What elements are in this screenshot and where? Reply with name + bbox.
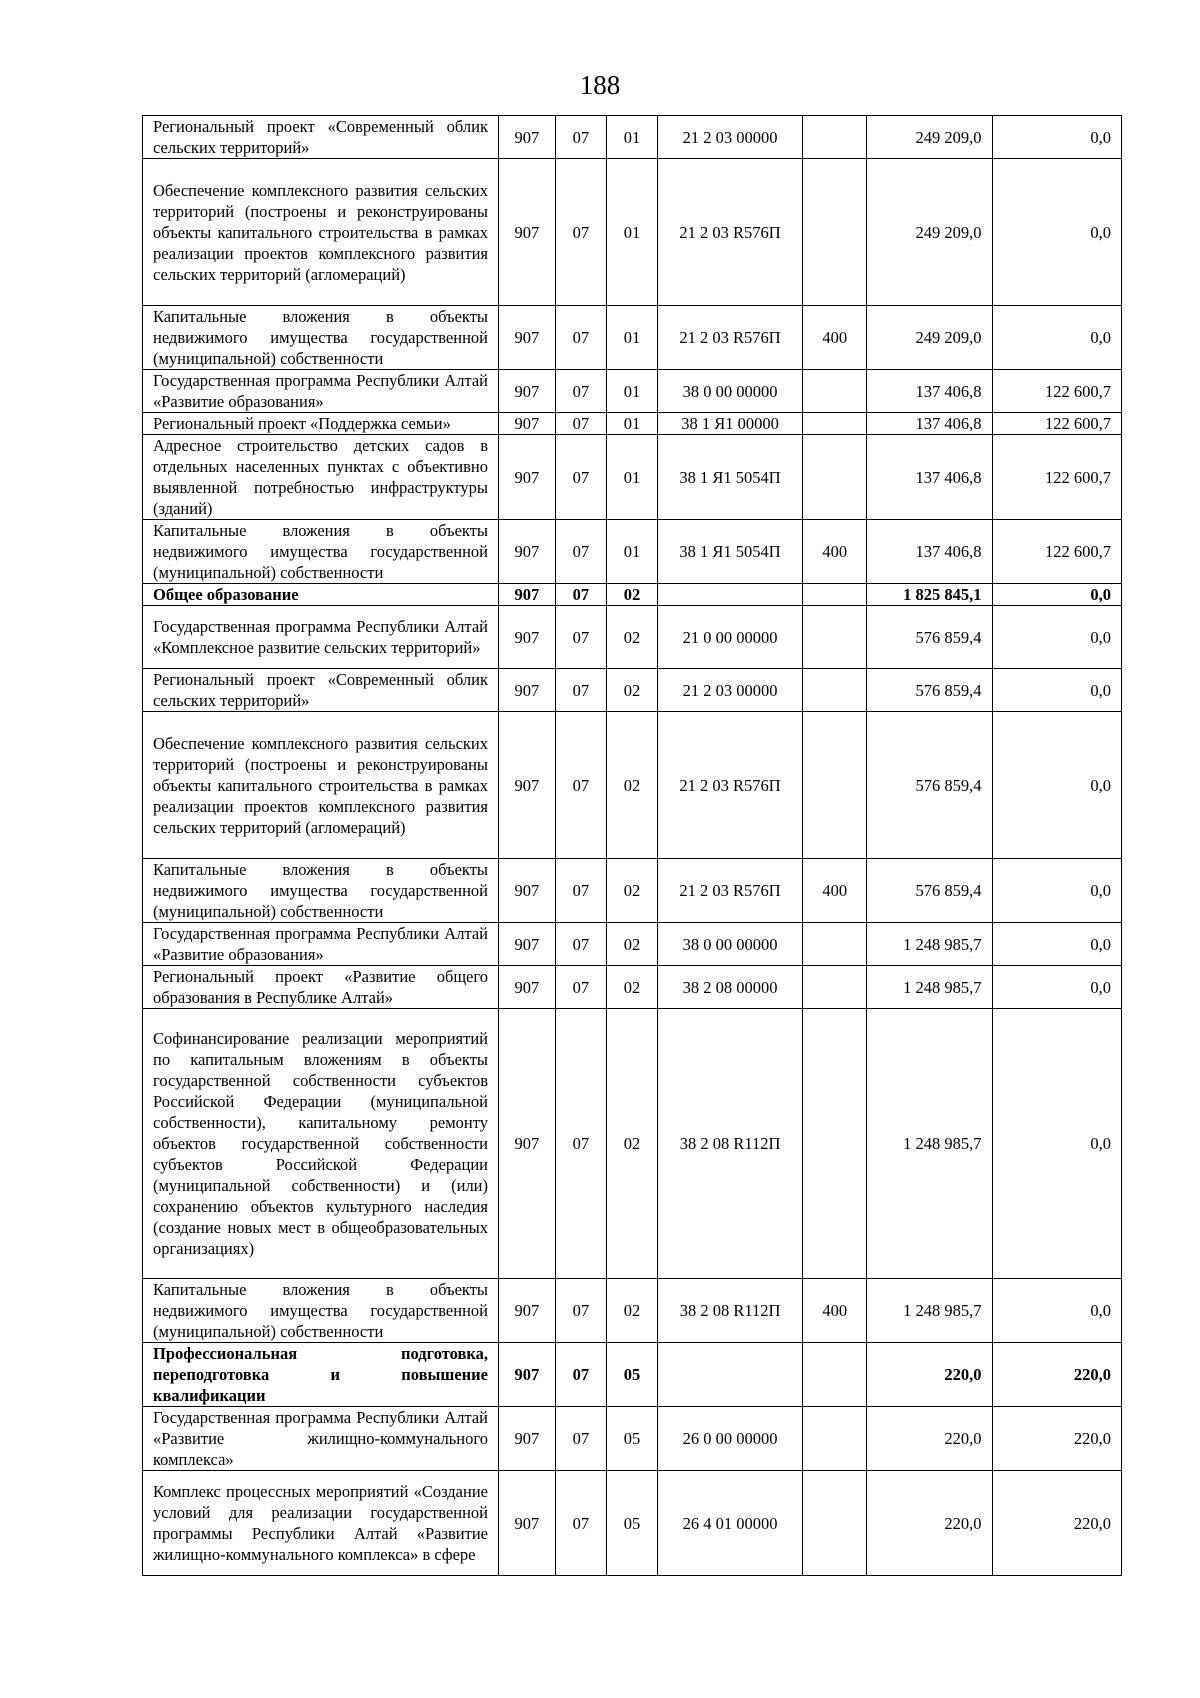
amount-year-2: 0,0: [992, 859, 1122, 923]
row-name: Государственная программа Республики Алтай «Развитие жилищно-коммунального комплекса»: [143, 1407, 499, 1471]
section-code: 07: [555, 712, 607, 859]
amount-year-2: 0,0: [992, 606, 1122, 669]
target-article-code: 21 2 03 R576П: [657, 712, 803, 859]
expense-type-code: [803, 116, 867, 159]
subsection-code: 02: [607, 584, 658, 606]
table-row: [143, 712, 1122, 859]
ministry-code: 907: [499, 606, 556, 669]
ministry-code: 907: [499, 923, 556, 966]
amount-year-2: 0,0: [992, 923, 1122, 966]
ministry-code: 907: [499, 712, 556, 859]
amount-year-1: 137 406,8: [867, 370, 992, 413]
table-row: [143, 413, 1122, 435]
row-name: Государственная программа Республики Алтай «Развитие образования»: [143, 370, 499, 413]
row-name: Капитальные вложения в объекты недвижимого имущества государственной (муниципальной) собственности: [143, 859, 499, 923]
section-code: 07: [555, 159, 607, 306]
amount-year-2: 0,0: [992, 712, 1122, 859]
target-article-code: [657, 1343, 803, 1407]
subsection-code: 02: [607, 1279, 658, 1343]
amount-year-1: 249 209,0: [867, 306, 992, 370]
amount-year-1: 137 406,8: [867, 413, 992, 435]
row-name: Государственная программа Республики Алтай «Комплексное развитие сельских территорий»: [143, 606, 499, 669]
amount-year-2: 0,0: [992, 1279, 1122, 1343]
subsection-code: 02: [607, 923, 658, 966]
ministry-code: 907: [499, 669, 556, 712]
subsection-code: 05: [607, 1343, 658, 1407]
table-row: [143, 435, 1122, 520]
amount-year-1: 137 406,8: [867, 435, 992, 520]
subsection-code: 02: [607, 859, 658, 923]
subsection-code: 01: [607, 370, 658, 413]
expense-type-code: [803, 584, 867, 606]
row-name: Государственная программа Республики Алтай «Развитие образования»: [143, 923, 499, 966]
table-row: [143, 584, 1122, 606]
budget-table: [142, 115, 1122, 1576]
section-code: 07: [555, 923, 607, 966]
amount-year-2: 122 600,7: [992, 520, 1122, 584]
row-name: Региональный проект «Развитие общего образования в Республике Алтай»: [143, 966, 499, 1009]
amount-year-2: 0,0: [992, 669, 1122, 712]
ministry-code: 907: [499, 584, 556, 606]
amount-year-1: 220,0: [867, 1407, 992, 1471]
section-code: 07: [555, 859, 607, 923]
table-row: [143, 1471, 1122, 1576]
target-article-code: 38 1 Я1 00000: [657, 413, 803, 435]
amount-year-1: 1 248 985,7: [867, 966, 992, 1009]
ministry-code: 907: [499, 1279, 556, 1343]
expense-type-code: [803, 712, 867, 859]
section-code: 07: [555, 116, 607, 159]
row-name: Капитальные вложения в объекты недвижимого имущества государственной (муниципальной) собственности: [143, 306, 499, 370]
row-name: Региональный проект «Поддержка семьи»: [143, 413, 499, 435]
subsection-code: 02: [607, 966, 658, 1009]
amount-year-2: 220,0: [992, 1471, 1122, 1576]
row-name: Софинансирование реализации мероприятий по капитальным вложениям в объекты государственной собственности субъектов Российской Федерации (муниципальной собственности), капитальному ремонту объектов государственной собственности субъектов Российской Федерации (муниципальной собственности) и (или) сохранению объектов культурного наследия (создание новых мест в общеобразовательных организациях): [143, 1009, 499, 1279]
row-name: Комплекс процессных мероприятий «Создание условий для реализации государственной программы Республики Алтай «Развитие жилищно-коммунального комплекса» в сфере: [143, 1471, 499, 1576]
target-article-code: 21 2 03 R576П: [657, 859, 803, 923]
section-code: 07: [555, 370, 607, 413]
amount-year-1: 576 859,4: [867, 606, 992, 669]
section-code: 07: [555, 584, 607, 606]
target-article-code: 21 0 00 00000: [657, 606, 803, 669]
expense-type-code: [803, 1009, 867, 1279]
ministry-code: 907: [499, 1471, 556, 1576]
section-code: 07: [555, 1343, 607, 1407]
amount-year-2: 0,0: [992, 1009, 1122, 1279]
subsection-code: 01: [607, 306, 658, 370]
amount-year-1: 249 209,0: [867, 159, 992, 306]
target-article-code: 38 1 Я1 5054П: [657, 435, 803, 520]
target-article-code: 26 4 01 00000: [657, 1471, 803, 1576]
row-name: Региональный проект «Современный облик сельских территорий»: [143, 669, 499, 712]
expense-type-code: [803, 1407, 867, 1471]
row-name: Обеспечение комплексного развития сельских территорий (построены и реконструированы объекты капитального строительства в рамках реализации проектов комплексного развития сельских территорий (агломераций): [143, 712, 499, 859]
table-row: [143, 859, 1122, 923]
ministry-code: 907: [499, 370, 556, 413]
amount-year-1: 1 248 985,7: [867, 1009, 992, 1279]
amount-year-2: 0,0: [992, 584, 1122, 606]
amount-year-1: 1 248 985,7: [867, 923, 992, 966]
subsection-code: 01: [607, 435, 658, 520]
table-row: [143, 306, 1122, 370]
section-code: 07: [555, 1279, 607, 1343]
ministry-code: 907: [499, 859, 556, 923]
section-code: 07: [555, 606, 607, 669]
table-row: [143, 159, 1122, 306]
target-article-code: 38 1 Я1 5054П: [657, 520, 803, 584]
expense-type-code: [803, 435, 867, 520]
amount-year-2: 0,0: [992, 159, 1122, 306]
expense-type-code: [803, 370, 867, 413]
expense-type-code: 400: [803, 1279, 867, 1343]
section-code: 07: [555, 1407, 607, 1471]
expense-type-code: [803, 413, 867, 435]
section-code: 07: [555, 966, 607, 1009]
ministry-code: 907: [499, 1009, 556, 1279]
expense-type-code: [803, 1471, 867, 1576]
section-code: 07: [555, 306, 607, 370]
subsection-code: 01: [607, 520, 658, 584]
expense-type-code: [803, 669, 867, 712]
table-row: [143, 669, 1122, 712]
amount-year-1: 576 859,4: [867, 712, 992, 859]
subsection-code: 05: [607, 1407, 658, 1471]
section-code: 07: [555, 520, 607, 584]
subsection-code: 01: [607, 159, 658, 306]
subsection-code: 01: [607, 116, 658, 159]
subsection-code: 02: [607, 712, 658, 859]
row-name: Профессиональная подготовка, переподготовка и повышение квалификации: [143, 1343, 499, 1407]
amount-year-1: 220,0: [867, 1471, 992, 1576]
amount-year-1: 249 209,0: [867, 116, 992, 159]
table-row: [143, 966, 1122, 1009]
row-name: Адресное строительство детских садов в отдельных населенных пунктах с объективно выявленной потребностью инфраструктуры (зданий): [143, 435, 499, 520]
table-row: [143, 923, 1122, 966]
ministry-code: 907: [499, 435, 556, 520]
expense-type-code: 400: [803, 306, 867, 370]
subsection-code: 02: [607, 606, 658, 669]
ministry-code: 907: [499, 966, 556, 1009]
target-article-code: 38 2 08 00000: [657, 966, 803, 1009]
ministry-code: 907: [499, 413, 556, 435]
ministry-code: 907: [499, 306, 556, 370]
amount-year-1: 220,0: [867, 1343, 992, 1407]
table-row: [143, 116, 1122, 159]
amount-year-1: 576 859,4: [867, 669, 992, 712]
row-name: Обеспечение комплексного развития сельских территорий (построены и реконструированы объекты капитального строительства в рамках реализации проектов комплексного развития сельских территорий (агломераций): [143, 159, 499, 306]
target-article-code: 21 2 03 R576П: [657, 306, 803, 370]
table-row: [143, 606, 1122, 669]
target-article-code: 38 0 00 00000: [657, 923, 803, 966]
amount-year-2: 0,0: [992, 116, 1122, 159]
expense-type-code: 400: [803, 520, 867, 584]
section-code: 07: [555, 413, 607, 435]
expense-type-code: [803, 1343, 867, 1407]
expense-type-code: [803, 966, 867, 1009]
table-row: [143, 1009, 1122, 1279]
target-article-code: 38 2 08 R112П: [657, 1279, 803, 1343]
amount-year-2: 0,0: [992, 966, 1122, 1009]
target-article-code: 21 2 03 00000: [657, 669, 803, 712]
subsection-code: 05: [607, 1471, 658, 1576]
subsection-code: 01: [607, 413, 658, 435]
ministry-code: 907: [499, 1407, 556, 1471]
target-article-code: 26 0 00 00000: [657, 1407, 803, 1471]
amount-year-2: 122 600,7: [992, 413, 1122, 435]
amount-year-2: 220,0: [992, 1343, 1122, 1407]
section-code: 07: [555, 435, 607, 520]
target-article-code: 38 2 08 R112П: [657, 1009, 803, 1279]
expense-type-code: [803, 606, 867, 669]
amount-year-2: 122 600,7: [992, 435, 1122, 520]
row-name: Общее образование: [143, 584, 499, 606]
ministry-code: 907: [499, 159, 556, 306]
row-name: Капитальные вложения в объекты недвижимого имущества государственной (муниципальной) собственности: [143, 1279, 499, 1343]
amount-year-2: 122 600,7: [992, 370, 1122, 413]
amount-year-1: 576 859,4: [867, 859, 992, 923]
row-name: Капитальные вложения в объекты недвижимого имущества государственной (муниципальной) собственности: [143, 520, 499, 584]
table-row: [143, 1279, 1122, 1343]
amount-year-1: 137 406,8: [867, 520, 992, 584]
section-code: 07: [555, 1471, 607, 1576]
table-row: [143, 1343, 1122, 1407]
ministry-code: 907: [499, 116, 556, 159]
target-article-code: 21 2 03 00000: [657, 116, 803, 159]
expense-type-code: [803, 159, 867, 306]
amount-year-2: 0,0: [992, 306, 1122, 370]
target-article-code: 21 2 03 R576П: [657, 159, 803, 306]
expense-type-code: [803, 923, 867, 966]
page-number: 188: [579, 70, 621, 100]
amount-year-1: 1 825 845,1: [867, 584, 992, 606]
table-row: [143, 520, 1122, 584]
expense-type-code: 400: [803, 859, 867, 923]
section-code: 07: [555, 669, 607, 712]
amount-year-2: 220,0: [992, 1407, 1122, 1471]
table-row: [143, 370, 1122, 413]
ministry-code: 907: [499, 1343, 556, 1407]
subsection-code: 02: [607, 1009, 658, 1279]
subsection-code: 02: [607, 669, 658, 712]
target-article-code: 38 0 00 00000: [657, 370, 803, 413]
amount-year-1: 1 248 985,7: [867, 1279, 992, 1343]
target-article-code: [657, 584, 803, 606]
table-row: [143, 1407, 1122, 1471]
row-name: Региональный проект «Современный облик сельских территорий»: [143, 116, 499, 159]
section-code: 07: [555, 1009, 607, 1279]
ministry-code: 907: [499, 520, 556, 584]
